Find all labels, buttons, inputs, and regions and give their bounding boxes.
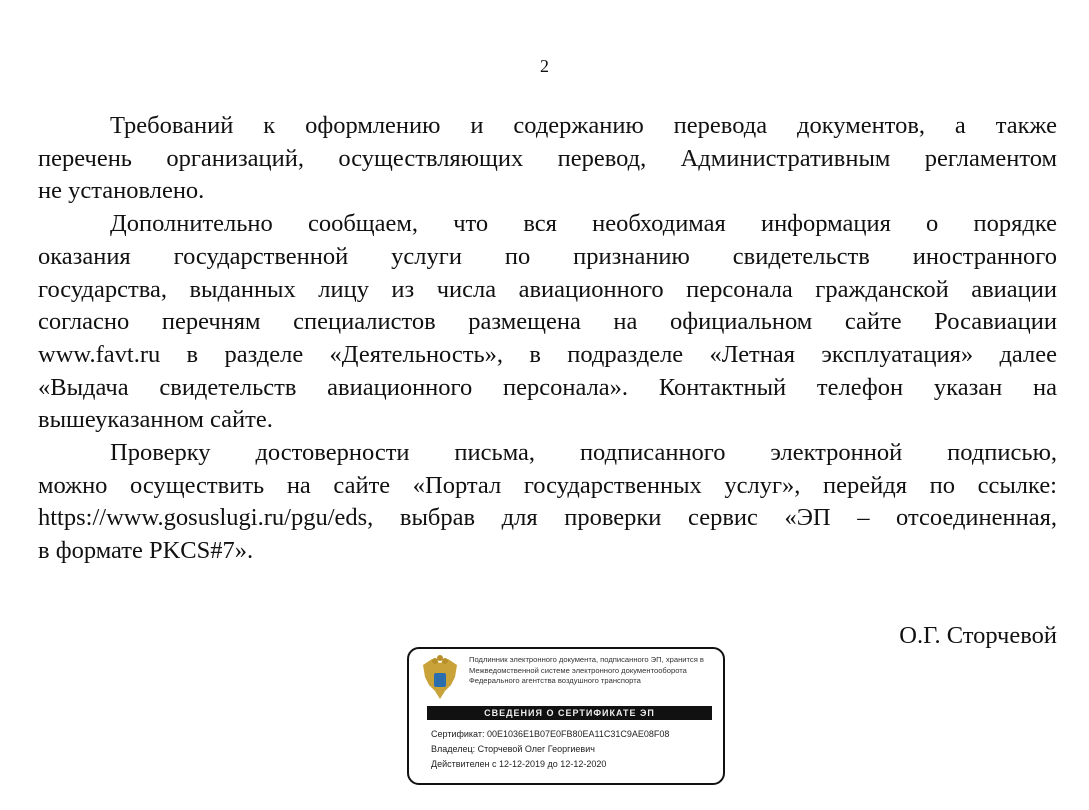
text-line: можно осуществить на сайте «Портал государственных услуг», перейдя по ссылке: xyxy=(38,471,1057,499)
coat-of-arms-icon xyxy=(419,655,461,703)
text-line: государства, выданных лицу из числа авиационного персонала гражданской авиации xyxy=(38,275,1057,303)
signatory-name: О.Г. Сторчевой xyxy=(899,622,1057,649)
certificate-number: Сертификат: 00E1036E1B07E0FB80EA11C31C9AE08F08 xyxy=(431,729,670,739)
certificate-validity: Действителен с 12-12-2019 до 12-12-2020 xyxy=(431,759,607,769)
certificate-owner: Владелец: Сторчевой Олег Георгиевич xyxy=(431,744,595,754)
text-line: www.favt.ru в разделе «Деятельность», в подразделе «Летная эксплуатация» далее xyxy=(38,340,1057,368)
text-line: Дополнительно сообщаем, что вся необходимая информация о порядке xyxy=(110,210,1057,238)
text-line: перечень организаций, осуществляющих перевод, Административным регламентом xyxy=(38,144,1057,172)
text-line: в формате PKCS#7». xyxy=(38,537,254,565)
text-line: вышеуказанном сайте. xyxy=(38,406,273,434)
text-line: оказания государственной услуги по признанию свидетельств иностранного xyxy=(38,242,1057,270)
text-line: https://www.gosuslugi.ru/pgu/eds, выбрав для проверки сервис «ЭП – отсоединенная, xyxy=(38,504,1057,532)
electronic-signature-stamp xyxy=(407,647,725,785)
text-line: «Выдача свидетельств авиационного персонала». Контактный телефон указан на xyxy=(38,373,1057,401)
text-line: не установлено. xyxy=(38,177,205,205)
page-number: 2 xyxy=(540,56,549,76)
text-line: Проверку достоверности письма, подписанного электронной подписью, xyxy=(110,439,1057,467)
stamp-header: СВЕДЕНИЯ О СЕРТИФИКАТЕ ЭП xyxy=(427,706,712,720)
stamp-note: Подлинник электронного документа, подписанного ЭП, хранится в Межведомственной системе электронного документооборота Федерального агентства воздушного транспорта xyxy=(469,655,704,685)
text-line: Требований к оформлению и содержанию перевода документов, а также xyxy=(110,112,1057,139)
text-line: согласно перечням специалистов размещена на официальном сайте Росавиации xyxy=(38,308,1057,336)
letter-body xyxy=(38,110,1057,568)
